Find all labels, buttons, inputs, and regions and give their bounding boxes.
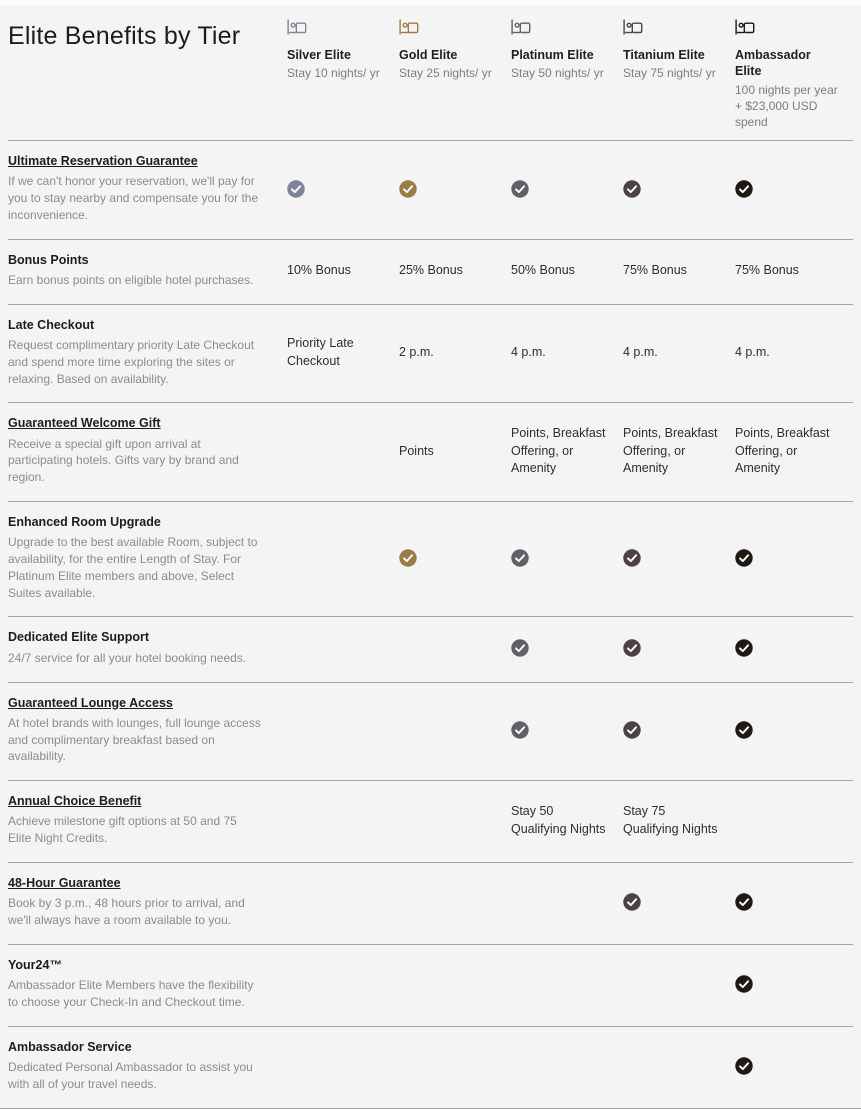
bed-icon — [735, 19, 755, 35]
tier-requirement: 100 nights per year + $23,000 USD spend — [735, 82, 838, 129]
benefit-cell-text: Stay 50 Qualifying Nights — [511, 804, 606, 836]
benefit-cell-gold-elite — [399, 141, 511, 239]
check-icon — [511, 180, 529, 198]
benefit-info — [8, 141, 287, 239]
benefit-description: Earn bonus points on eligible hotel purchases. — [8, 272, 254, 287]
benefit-cell-ambassador-elite — [735, 403, 853, 501]
benefit-description: Request complimentary priority Late Checkout and spend more time exploring the sites or relaxing. Based on availability. — [8, 338, 255, 386]
benefit-info — [8, 617, 287, 681]
benefit-info — [8, 502, 287, 616]
benefit-cell-titanium-elite — [623, 863, 735, 944]
benefit-cell-gold-elite — [399, 1027, 511, 1108]
benefit-cell-titanium-elite — [623, 1027, 735, 1108]
benefit-row-ultimate-reservation-guarantee — [8, 140, 853, 239]
benefit-info — [8, 781, 287, 862]
benefit-cell-platinum-elite — [511, 683, 623, 781]
benefit-cell-ambassador-elite — [735, 945, 853, 1026]
benefit-cell-titanium-elite — [623, 403, 735, 501]
check-icon — [623, 549, 641, 567]
benefit-info — [8, 403, 287, 501]
bed-icon — [511, 19, 531, 35]
benefit-row-dedicated-elite-support — [8, 616, 853, 681]
benefit-cell-ambassador-elite — [735, 863, 853, 944]
check-icon — [623, 639, 641, 657]
benefit-row-late-checkout — [8, 304, 853, 403]
benefit-cell-silver-elite — [287, 781, 399, 862]
benefit-title: Dedicated Elite Support — [8, 630, 149, 645]
benefit-cell-text: 2 p.m. — [399, 344, 434, 359]
benefit-cell-titanium-elite — [623, 502, 735, 616]
benefit-description: At hotel brands with lounges, full lounge access and complimentary breakfast based on availability. — [8, 715, 261, 764]
check-icon — [623, 721, 641, 739]
check-icon — [511, 549, 529, 567]
benefit-cell-platinum-elite — [511, 781, 623, 862]
benefit-row-annual-choice-benefit — [8, 780, 853, 862]
check-icon — [511, 639, 529, 657]
benefit-title: Bonus Points — [8, 252, 89, 267]
benefit-cell-titanium-elite — [623, 141, 735, 239]
benefit-cell-ambassador-elite — [735, 305, 853, 403]
tier-header-gold-elite — [399, 5, 511, 140]
benefit-title: Your24™ — [8, 957, 62, 972]
check-icon — [287, 180, 305, 198]
benefit-info — [8, 1027, 287, 1108]
benefit-cell-ambassador-elite — [735, 781, 853, 862]
benefit-cell-text: 75% Bonus — [623, 263, 687, 278]
benefit-cell-text: 75% Bonus — [735, 263, 799, 278]
benefit-cell-silver-elite — [287, 240, 399, 304]
benefit-cell-platinum-elite — [511, 945, 623, 1026]
benefit-cell-silver-elite — [287, 305, 399, 403]
benefit-cell-titanium-elite — [623, 240, 735, 304]
benefit-cell-silver-elite — [287, 617, 399, 681]
benefit-cell-text: 4 p.m. — [511, 344, 546, 359]
check-icon — [399, 549, 417, 567]
benefit-cell-silver-elite — [287, 683, 399, 781]
benefit-cell-gold-elite — [399, 305, 511, 403]
benefit-title: Enhanced Room Upgrade — [8, 515, 161, 530]
benefit-cell-platinum-elite — [511, 1027, 623, 1108]
benefit-cell-titanium-elite — [623, 305, 735, 403]
benefit-cell-platinum-elite — [511, 305, 623, 403]
tier-header-titanium-elite — [623, 5, 735, 140]
benefit-cell-ambassador-elite — [735, 1027, 853, 1108]
benefit-cell-platinum-elite — [511, 863, 623, 944]
benefit-description: 24/7 service for all your hotel booking needs. — [8, 650, 247, 665]
benefit-cell-ambassador-elite — [735, 617, 853, 681]
tier-header-platinum-elite — [511, 5, 623, 140]
check-icon — [623, 893, 641, 911]
benefit-info — [8, 240, 287, 304]
tier-name: Gold Elite — [399, 48, 458, 62]
benefit-cell-text: Points — [399, 443, 434, 458]
benefit-info — [8, 945, 287, 1026]
benefit-cell-silver-elite — [287, 141, 399, 239]
tier-requirement: Stay 25 nights/ yr — [399, 66, 492, 81]
benefit-cell-silver-elite — [287, 502, 399, 616]
benefit-row-48-hour-guarantee — [8, 862, 853, 944]
benefit-description: Receive a special gift upon arrival at participating hotels. Gifts vary by brand and region. — [8, 436, 239, 485]
benefit-cell-platinum-elite — [511, 403, 623, 501]
benefit-cell-ambassador-elite — [735, 683, 853, 781]
tier-requirement: Stay 75 nights/ yr — [623, 66, 716, 81]
tier-name: Ambassador Elite — [735, 48, 811, 79]
benefit-cell-platinum-elite — [511, 240, 623, 304]
title-cell — [8, 5, 287, 140]
benefit-title[interactable]: Annual Choice Benefit — [8, 794, 142, 809]
benefit-cell-text: Stay 75 Qualifying Nights — [623, 804, 718, 836]
check-icon — [735, 1057, 753, 1075]
benefit-cell-text: Points, Breakfast Offering, or Amenity — [511, 426, 606, 475]
benefit-cell-gold-elite — [399, 403, 511, 501]
benefit-description: Upgrade to the best available Room, subject to availability, for the entire Length of Stay. For Platinum Elite members and above, Select Suites available. — [8, 535, 258, 600]
benefit-cell-gold-elite — [399, 781, 511, 862]
check-icon — [511, 721, 529, 739]
bed-icon — [287, 19, 307, 35]
check-icon — [735, 639, 753, 657]
benefit-description: Book by 3 p.m., 48 hours prior to arrival, and we'll always have a room available to you. — [8, 896, 245, 928]
benefit-cell-text: 4 p.m. — [623, 344, 658, 359]
tier-requirement: Stay 10 nights/ yr — [287, 66, 380, 81]
benefit-cell-gold-elite — [399, 945, 511, 1026]
benefit-cell-ambassador-elite — [735, 240, 853, 304]
benefit-cell-platinum-elite — [511, 141, 623, 239]
check-icon — [735, 721, 753, 739]
benefit-cell-text: Points, Breakfast Offering, or Amenity — [623, 426, 718, 475]
tier-name: Titanium Elite — [623, 48, 705, 62]
benefit-info — [8, 683, 287, 781]
check-icon — [623, 180, 641, 198]
tier-header-silver-elite — [287, 5, 399, 140]
benefit-cell-silver-elite — [287, 403, 399, 501]
benefit-title[interactable]: Ultimate Reservation Guarantee — [8, 154, 198, 169]
benefit-cell-titanium-elite — [623, 683, 735, 781]
benefit-description: Dedicated Personal Ambassador to assist you with all of your travel needs. — [8, 1059, 253, 1091]
check-icon — [735, 549, 753, 567]
benefit-cell-gold-elite — [399, 863, 511, 944]
benefit-row-ambassador-service — [8, 1026, 853, 1108]
benefit-cell-platinum-elite — [511, 502, 623, 616]
benefit-title[interactable]: Guaranteed Welcome Gift — [8, 416, 161, 431]
benefit-row-your24 — [8, 944, 853, 1026]
benefit-rows — [8, 140, 853, 1107]
benefit-cell-gold-elite — [399, 683, 511, 781]
benefit-description: If we can't honor your reservation, we'll pay for you to stay nearby and compensate you for the inconvenience. — [8, 174, 259, 222]
benefit-description: Ambassador Elite Members have the flexibility to choose your Check-In and Checkout time. — [8, 978, 254, 1009]
benefit-cell-text: 25% Bonus — [399, 263, 463, 278]
benefit-cell-silver-elite — [287, 863, 399, 944]
benefit-row-enhanced-room-upgrade — [8, 501, 853, 616]
benefit-description: Achieve milestone gift options at 50 and 75 Elite Night Credits. — [8, 814, 237, 846]
benefit-cell-gold-elite — [399, 502, 511, 616]
benefit-row-guaranteed-lounge-access — [8, 682, 853, 781]
benefit-title: Ambassador Service — [8, 1039, 132, 1054]
tier-name: Silver Elite — [287, 48, 351, 62]
benefit-cell-text: Priority Late Checkout — [287, 336, 354, 368]
benefit-row-guaranteed-welcome-gift — [8, 402, 853, 501]
tier-header-ambassador-elite — [735, 5, 853, 140]
elite-benefits-table — [0, 5, 861, 1109]
benefit-cell-platinum-elite — [511, 617, 623, 681]
tier-requirement: Stay 50 nights/ yr — [511, 66, 604, 81]
benefit-cell-ambassador-elite — [735, 141, 853, 239]
bed-icon — [399, 19, 419, 35]
benefit-cell-gold-elite — [399, 240, 511, 304]
benefit-cell-text: 10% Bonus — [287, 263, 351, 278]
bed-icon — [623, 19, 643, 35]
benefit-cell-text: 4 p.m. — [735, 344, 770, 359]
tier-name: Platinum Elite — [511, 48, 594, 62]
check-icon — [735, 893, 753, 911]
check-icon — [735, 975, 753, 993]
benefit-cell-text: Points, Breakfast Offering, or Amenity — [735, 426, 830, 475]
benefit-cell-gold-elite — [399, 617, 511, 681]
benefit-cell-silver-elite — [287, 1027, 399, 1108]
benefit-info — [8, 863, 287, 944]
benefit-cell-titanium-elite — [623, 781, 735, 862]
benefit-cell-text: 50% Bonus — [511, 263, 575, 278]
benefit-title[interactable]: 48-Hour Guarantee — [8, 876, 121, 890]
table-header — [8, 5, 853, 140]
benefit-cell-silver-elite — [287, 945, 399, 1026]
benefit-row-bonus-points — [8, 239, 853, 304]
benefit-title[interactable]: Guaranteed Lounge Access — [8, 695, 173, 710]
benefit-cell-titanium-elite — [623, 617, 735, 681]
benefit-cell-ambassador-elite — [735, 502, 853, 616]
check-icon — [399, 180, 417, 198]
benefit-info — [8, 305, 287, 403]
benefit-cell-titanium-elite — [623, 945, 735, 1026]
benefit-title: Late Checkout — [8, 317, 95, 332]
check-icon — [735, 180, 753, 198]
page-title: Elite Benefits by Tier — [8, 22, 241, 50]
